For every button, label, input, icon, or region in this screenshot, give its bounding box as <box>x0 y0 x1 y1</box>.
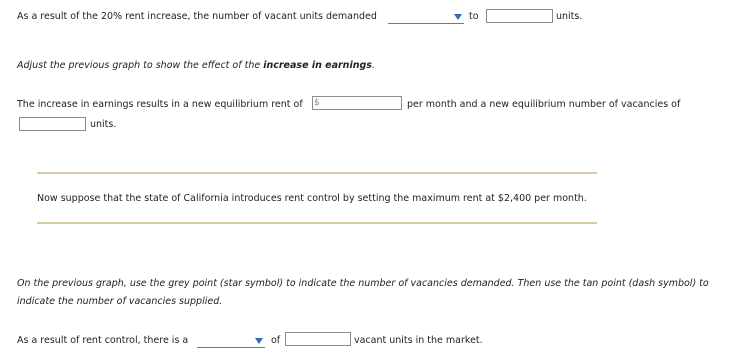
currency-symbol: $ <box>314 98 320 108</box>
graph-instruction-prefix: Adjust the previous graph to show the effect of the <box>17 60 261 71</box>
vacant-units-input[interactable] <box>486 9 553 23</box>
chevron-down-icon <box>255 338 263 344</box>
graph-instruction-suffix: . <box>371 60 375 71</box>
q1-to-label: to <box>469 11 479 22</box>
q3-prefix-text: As a result of rent control, there is a <box>17 335 189 346</box>
market-outcome-dropdown[interactable] <box>197 335 265 348</box>
points-instruction-line1: On the previous graph, use the grey point (star symbol) to indicate the number of vacancies demanded. Then use the tan point (dash symbol) to <box>17 278 709 289</box>
vacant-units-change-dropdown[interactable] <box>388 11 464 24</box>
graph-instruction-emphasis: increase in earnings <box>263 60 372 71</box>
equilibrium-vacancies-input[interactable] <box>19 117 86 131</box>
q2-units-label: units. <box>90 119 117 130</box>
q3-suffix-text: vacant units in the market. <box>354 335 483 346</box>
q1-prefix-text: As a result of the 20% rent increase, the number of vacant units demanded <box>17 11 377 22</box>
bottom-divider <box>37 222 597 224</box>
chevron-down-icon <box>454 14 462 20</box>
vacant-units-market-input[interactable] <box>285 332 351 346</box>
equilibrium-rent-field[interactable] <box>312 96 402 110</box>
q1-units-label: units. <box>556 11 583 22</box>
graph-instruction <box>17 60 375 71</box>
q3-of-label: of <box>271 335 281 346</box>
rent-control-note: Now suppose that the state of California introduces rent control by setting the maximum rent at $2,400 per month. <box>37 193 587 204</box>
q2-middle-text: per month and a new equilibrium number of vacancies of <box>407 99 681 110</box>
q2-prefix-text: The increase in earnings results in a new equilibrium rent of <box>17 99 303 110</box>
points-instruction-line2: indicate the number of vacancies supplied. <box>17 296 223 307</box>
top-divider <box>37 172 597 174</box>
